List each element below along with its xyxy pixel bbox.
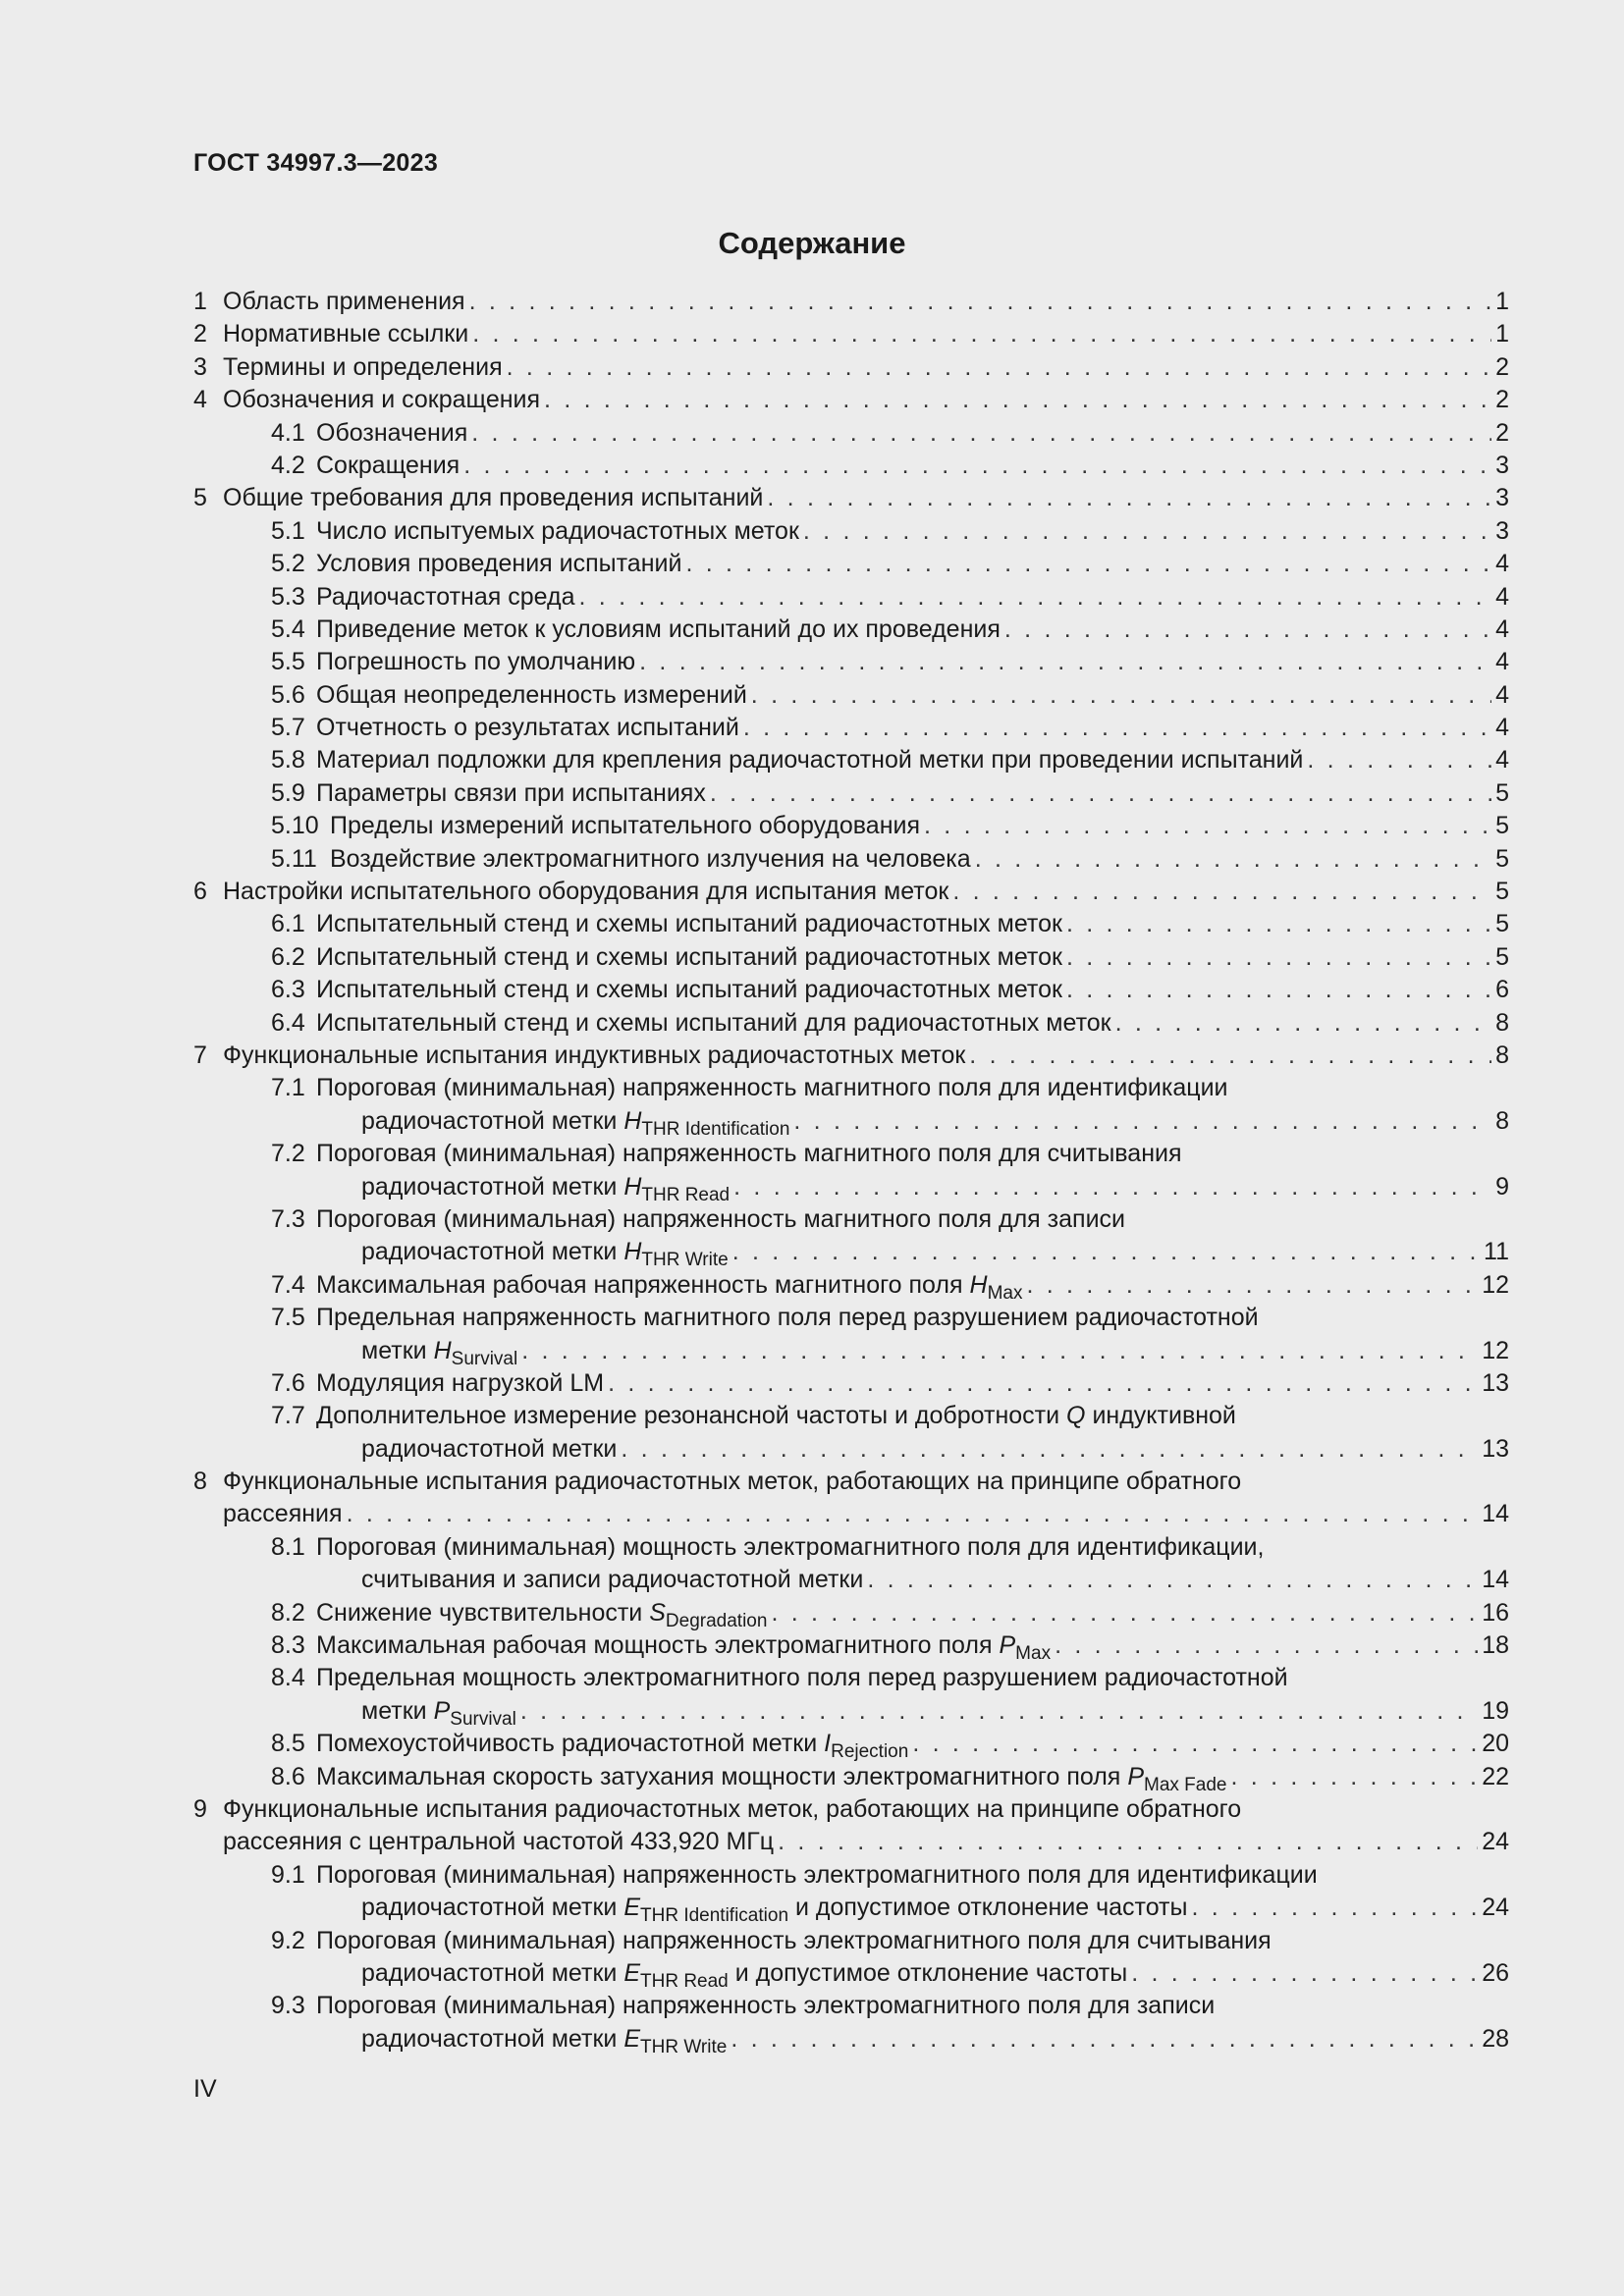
toc-entry-number: 8.1 xyxy=(271,1532,305,1561)
symbol-subscript: Degradation xyxy=(665,1610,768,1631)
toc-entry-text: Радиочастотная среда xyxy=(316,582,575,611)
symbol: Q xyxy=(1066,1402,1086,1430)
toc-entry-page: 24 xyxy=(1482,1894,1509,1922)
toc-entry-number: 5.8 xyxy=(271,746,305,774)
toc-entry-text: Нормативные ссылки xyxy=(223,320,469,348)
leader-dots xyxy=(733,1171,1491,1203)
toc-entry-page: 24 xyxy=(1482,1828,1509,1856)
toc-entry-number: 4.2 xyxy=(271,451,305,479)
toc-entry-6[interactable] xyxy=(193,876,1509,908)
symbol-subscript: THR Read xyxy=(640,1970,729,1992)
leader-dots xyxy=(507,351,1491,384)
toc-entry-number: 5.9 xyxy=(271,778,305,807)
toc-entry-number: 8 xyxy=(193,1468,207,1496)
toc-entry-text-cont: радиочастотной метки $H_{THR Read}$ xyxy=(361,1172,731,1205)
toc-entry-text: Пороговая (минимальная) напряженность электромагнитного поля для идентификации xyxy=(316,1860,1318,1889)
symbol: H xyxy=(623,1106,642,1135)
toc-entry-5-8[interactable] xyxy=(193,744,1509,776)
leader-dots xyxy=(520,1695,1478,1728)
symbol-subscript: THR Write xyxy=(640,2036,728,2057)
toc-entry-text: Снижение чувствительности $S_{Degradation}$ xyxy=(316,1598,768,1631)
toc-entry-page: 5 xyxy=(1495,878,1509,906)
toc-entry-text: Настройки испытательного оборудования для испытания меток xyxy=(223,878,949,906)
symbol-subscript: Max xyxy=(1015,1643,1052,1665)
symbol: S xyxy=(649,1598,666,1627)
toc-entry-page: 5 xyxy=(1495,844,1509,873)
toc-entry-page: 3 xyxy=(1495,451,1509,479)
symbol-subscript: THR Read xyxy=(641,1184,731,1205)
toc-entry-text: Воздействие электромагнитного излучения на человека xyxy=(330,844,971,873)
toc-entry-number: 8.6 xyxy=(271,1762,305,1790)
leader-dots xyxy=(1115,1007,1492,1040)
toc-entry-7-1[interactable] xyxy=(193,1072,1509,1138)
toc-entry-number: 6 xyxy=(193,878,207,906)
toc-entry-text: Максимальная рабочая напряженность магнитного поля $H_{Max}$ xyxy=(316,1270,1023,1304)
toc-entry-page: 18 xyxy=(1482,1631,1509,1660)
toc-entry-number: 5 xyxy=(193,484,207,512)
toc-entry-5-10[interactable] xyxy=(193,810,1509,842)
leader-dots xyxy=(767,482,1491,514)
toc-entry-4-1[interactable] xyxy=(193,417,1509,450)
toc-entry-page: 13 xyxy=(1482,1434,1509,1463)
leader-dots xyxy=(751,679,1491,712)
toc-entry-number: 8.5 xyxy=(271,1730,305,1758)
toc-entry-page: 13 xyxy=(1482,1368,1509,1397)
toc-entry-text: Функциональные испытания индуктивных радиочастотных меток xyxy=(223,1041,966,1069)
toc-entry-page: 4 xyxy=(1495,714,1509,742)
leader-dots xyxy=(1066,941,1491,974)
toc-entry-number: 7.5 xyxy=(271,1304,305,1332)
toc-entry-7-5[interactable] xyxy=(193,1302,1509,1367)
leader-dots xyxy=(731,2023,1478,2056)
toc-entry-page: 1 xyxy=(1495,288,1509,315)
toc-entry-text: Приведение меток к условиям испытаний до их проведения xyxy=(316,614,1001,643)
toc-title: Содержание xyxy=(718,226,906,260)
leader-dots xyxy=(771,1597,1478,1629)
leader-dots xyxy=(975,843,1491,876)
leader-dots xyxy=(1230,1761,1478,1793)
toc-entry-text-cont: радиочастотной метки $E_{THR Read}$ и допустимое отклонение частоты xyxy=(361,1958,1128,1992)
toc-entry-text-cont: радиочастотной метки $H_{THR Write}$ xyxy=(361,1238,729,1271)
leader-dots xyxy=(732,1236,1480,1268)
leader-dots xyxy=(924,810,1491,842)
toc-entry-9-2[interactable] xyxy=(193,1925,1509,1991)
toc-entry-2[interactable] xyxy=(193,318,1509,350)
toc-entry-number: 7 xyxy=(193,1041,207,1069)
leader-dots xyxy=(469,286,1492,318)
symbol: P xyxy=(999,1631,1016,1660)
symbol: H xyxy=(623,1172,642,1201)
toc-entry-page: 12 xyxy=(1482,1270,1509,1299)
toc-entry-9[interactable] xyxy=(193,1793,1509,1859)
leader-dots xyxy=(1055,1629,1478,1662)
toc-entry-number: 9.2 xyxy=(271,1926,305,1954)
toc-entry-text: Помехоустойчивость радиочастотной метки $I_{Rejection}$ xyxy=(316,1730,909,1763)
symbol-subscript: THR Identification xyxy=(641,1118,790,1140)
toc-entry-page: 1 xyxy=(1495,320,1509,348)
toc-entry-text: Испытательный стенд и схемы испытаний радиочастотных меток xyxy=(316,942,1062,971)
leader-dots xyxy=(952,876,1491,908)
toc-entry-number: 6.4 xyxy=(271,1008,305,1037)
toc-entry-5-6[interactable] xyxy=(193,679,1509,712)
toc-entry-text: Функциональные испытания радиочастотных меток, работающих на принципе обратного xyxy=(223,1794,1242,1823)
toc-entry-page: 9 xyxy=(1495,1172,1509,1201)
toc-entry-8-3[interactable] xyxy=(193,1629,1509,1665)
toc-entry-8-2[interactable] xyxy=(193,1597,1509,1629)
toc-entry-number: 5.7 xyxy=(271,714,305,742)
leader-dots xyxy=(1026,1269,1478,1302)
toc-entry-7-2[interactable] xyxy=(193,1138,1509,1203)
toc-entry-text-cont: радиочастотной метки xyxy=(361,1434,618,1463)
leader-dots xyxy=(793,1105,1491,1138)
leader-dots xyxy=(803,515,1491,548)
toc-entry-number: 5.3 xyxy=(271,582,305,611)
toc-entry-text: Функциональные испытания радиочастотных меток, работающих на принципе обратного xyxy=(223,1468,1242,1496)
toc-entry-7[interactable] xyxy=(193,1040,1509,1072)
toc-entry-6-4[interactable] xyxy=(193,1007,1509,1040)
toc-entry-number: 9.3 xyxy=(271,1992,305,2020)
symbol-subscript: Survival xyxy=(450,1708,516,1730)
toc-entry-page: 4 xyxy=(1495,550,1509,578)
toc-entry-8-4[interactable] xyxy=(193,1662,1509,1728)
toc-entry-text: Модуляция нагрузкой LM xyxy=(316,1368,605,1397)
toc-entry-5[interactable] xyxy=(193,482,1509,514)
toc-entry-page: 11 xyxy=(1484,1238,1509,1266)
symbol: I xyxy=(824,1730,832,1758)
toc-entry-number: 4.1 xyxy=(271,418,305,447)
toc-entry-text: Термины и определения xyxy=(223,352,503,381)
toc-entry-page: 8 xyxy=(1495,1008,1509,1037)
toc-entry-text: Пороговая (минимальная) мощность электромагнитного поля для идентификации, xyxy=(316,1532,1265,1561)
toc-entry-5-1[interactable] xyxy=(193,515,1509,548)
toc-entry-text: Максимальная рабочая мощность электромагнитного поля $P_{Max}$ xyxy=(316,1631,1052,1665)
toc-entry-text-cont: метки $H_{Survival}$ xyxy=(361,1336,518,1369)
toc-entry-page: 19 xyxy=(1482,1696,1509,1725)
leader-dots xyxy=(639,646,1491,678)
toc-entry-number: 8.3 xyxy=(271,1631,305,1660)
toc-entry-page: 8 xyxy=(1495,1041,1509,1069)
toc-entry-page: 16 xyxy=(1482,1598,1509,1627)
toc-entry-number: 5.1 xyxy=(271,516,305,545)
toc-entry-7-3[interactable] xyxy=(193,1203,1509,1269)
toc-entry-text-cont: радиочастотной метки $E_{THR Write}$ xyxy=(361,2024,728,2057)
toc-entry-text: Область применения xyxy=(223,288,465,315)
leader-dots xyxy=(912,1728,1478,1760)
toc-entry-number: 5.11 xyxy=(271,844,317,873)
toc-entry-page: 14 xyxy=(1482,1500,1509,1528)
toc-entry-4[interactable] xyxy=(193,384,1509,416)
symbol: P xyxy=(433,1696,451,1725)
toc-entry-text: Общие требования для проведения испытаний xyxy=(223,484,764,512)
leader-dots xyxy=(621,1433,1478,1466)
toc-entry-page: 3 xyxy=(1495,484,1509,512)
toc-entry-text: Предельная напряженность магнитного поля перед разрушением радиочастотной xyxy=(316,1304,1259,1332)
toc-entry-text: Условия проведения испытаний xyxy=(316,550,682,578)
toc-entry-page: 4 xyxy=(1495,614,1509,643)
toc-entry-6-3[interactable] xyxy=(193,974,1509,1006)
toc-entry-page: 4 xyxy=(1495,680,1509,709)
toc-entry-number: 7.2 xyxy=(271,1140,305,1168)
toc-entry-number: 6.2 xyxy=(271,942,305,971)
leader-dots xyxy=(867,1564,1478,1596)
document-code: ГОСТ 34997.3—2023 xyxy=(193,149,439,177)
toc-entry-text-cont: метки $P_{Survival}$ xyxy=(361,1696,516,1730)
leader-dots xyxy=(544,384,1491,416)
toc-entry-number: 5.6 xyxy=(271,680,305,709)
leader-dots xyxy=(472,318,1491,350)
toc-entry-7-7[interactable] xyxy=(193,1400,1509,1466)
leader-dots xyxy=(710,777,1491,810)
toc-entry-text: Отчетность о результатах испытаний xyxy=(316,714,739,742)
toc-entry-5-2[interactable] xyxy=(193,548,1509,580)
leader-dots xyxy=(463,450,1491,482)
toc-entry-text: Испытательный стенд и схемы испытаний радиочастотных меток xyxy=(316,910,1062,938)
toc-entry-page: 2 xyxy=(1495,352,1509,381)
leader-dots xyxy=(743,712,1491,744)
toc-entry-text: Обозначения xyxy=(316,418,468,447)
leader-dots xyxy=(778,1826,1478,1858)
toc-entry-5-9[interactable] xyxy=(193,777,1509,810)
symbol-subscript: THR Write xyxy=(641,1250,729,1271)
toc-entry-number: 6.3 xyxy=(271,976,305,1004)
symbol: E xyxy=(623,1894,640,1922)
toc-entry-5-5[interactable] xyxy=(193,646,1509,678)
toc-entry-number: 8.4 xyxy=(271,1664,305,1692)
toc-entry-number: 9 xyxy=(193,1794,207,1823)
toc-entry-number: 7.7 xyxy=(271,1402,305,1430)
symbol: H xyxy=(433,1336,452,1364)
toc-entry-text-cont: рассеяния xyxy=(223,1500,343,1528)
toc-entry-text: Испытательный стенд и схемы испытаний радиочастотных меток xyxy=(316,976,1062,1004)
leader-dots xyxy=(608,1367,1478,1400)
symbol: E xyxy=(623,1958,640,1987)
toc-entry-text: Испытательный стенд и схемы испытаний для радиочастотных меток xyxy=(316,1008,1111,1037)
toc-entry-page: 14 xyxy=(1482,1566,1509,1594)
toc-entry-number: 5.10 xyxy=(271,812,319,840)
toc-entry-page: 4 xyxy=(1495,582,1509,611)
toc-entry-text: Общая неопределенность измерений xyxy=(316,680,747,709)
toc-entry-8-6[interactable] xyxy=(193,1761,1509,1793)
toc-entry-page: 5 xyxy=(1495,910,1509,938)
toc-entry-text-cont: радиочастотной метки $E_{THR Identification}$ и допустимое отклонение частоты xyxy=(361,1894,1188,1927)
page-number: IV xyxy=(193,2075,217,2103)
toc-entry-text: Пороговая (минимальная) напряженность магнитного поля для записи xyxy=(316,1204,1125,1233)
toc-entry-5-4[interactable] xyxy=(193,614,1509,646)
toc-entry-5-3[interactable] xyxy=(193,581,1509,614)
toc-entry-text-cont: считывания и записи радиочастотной метки xyxy=(361,1566,864,1594)
toc-entry-page: 8 xyxy=(1495,1106,1509,1135)
toc-entry-7-6[interactable] xyxy=(193,1367,1509,1400)
toc-entry-number: 6.1 xyxy=(271,910,305,938)
toc-entry-text: Пороговая (минимальная) напряженность магнитного поля для идентификации xyxy=(316,1074,1228,1102)
symbol-subscript: Rejection xyxy=(831,1741,909,1763)
leader-dots xyxy=(969,1040,1491,1072)
toc-entry-9-1[interactable] xyxy=(193,1859,1509,1925)
toc-entry-text: Обозначения и сокращения xyxy=(223,386,541,414)
leader-dots xyxy=(1066,908,1491,940)
toc-entry-page: 5 xyxy=(1495,778,1509,807)
toc-entry-page: 28 xyxy=(1482,2024,1509,2053)
toc-entry-number: 7.1 xyxy=(271,1074,305,1102)
toc-entry-5-7[interactable] xyxy=(193,712,1509,744)
leader-dots xyxy=(1004,614,1491,646)
toc-entry-text: Параметры связи при испытаниях xyxy=(316,778,706,807)
toc-entry-page: 3 xyxy=(1495,516,1509,545)
toc-entry-text: Погрешность по умолчанию xyxy=(316,648,636,676)
toc-entry-page: 20 xyxy=(1482,1730,1509,1758)
toc-entry-page: 5 xyxy=(1495,812,1509,840)
symbol-subscript: Max xyxy=(987,1282,1023,1304)
symbol: E xyxy=(623,2024,640,2053)
toc-entry-6-1[interactable] xyxy=(193,908,1509,940)
symbol-subscript: Survival xyxy=(451,1348,518,1369)
symbol: H xyxy=(623,1238,642,1266)
toc-entry-number: 5.5 xyxy=(271,648,305,676)
toc-entry-number: 9.1 xyxy=(271,1860,305,1889)
toc-entry-7-4[interactable] xyxy=(193,1269,1509,1302)
toc-entry-number: 7.4 xyxy=(271,1270,305,1299)
leader-dots xyxy=(685,548,1491,580)
toc-entry-text: Пороговая (минимальная) напряженность электромагнитного поля для записи xyxy=(316,1992,1216,2020)
symbol: H xyxy=(969,1270,988,1299)
toc-entry-number: 4 xyxy=(193,386,207,414)
toc-entry-number: 8.2 xyxy=(271,1598,305,1627)
toc-entry-8[interactable] xyxy=(193,1466,1509,1531)
leader-dots xyxy=(471,417,1491,450)
toc-entry-number: 7.3 xyxy=(271,1204,305,1233)
toc-entry-page: 26 xyxy=(1482,1958,1509,1987)
toc-entry-page: 2 xyxy=(1495,418,1509,447)
toc-entry-number: 7.6 xyxy=(271,1368,305,1397)
symbol-subscript: THR Identification xyxy=(640,1905,789,1927)
toc-entry-number: 5.2 xyxy=(271,550,305,578)
toc-entry-text: Сокращения xyxy=(316,451,460,479)
toc-entry-page: 4 xyxy=(1495,746,1509,774)
toc-entry-6-2[interactable] xyxy=(193,941,1509,974)
toc-entry-1[interactable] xyxy=(193,286,1509,318)
toc-entry-page: 12 xyxy=(1482,1336,1509,1364)
toc-entry-8-5[interactable] xyxy=(193,1728,1509,1763)
symbol-subscript: Max Fade xyxy=(1144,1774,1227,1795)
toc-entry-number: 1 xyxy=(193,288,207,315)
leader-dots xyxy=(1066,974,1491,1006)
toc-entry-page: 5 xyxy=(1495,942,1509,971)
toc-entry-8-1[interactable] xyxy=(193,1531,1509,1597)
toc-entry-text: Пороговая (минимальная) напряженность электромагнитного поля для считывания xyxy=(316,1926,1272,1954)
toc-entry-text: Максимальная скорость затухания мощности электромагнитного поля $P_{Max Fade}$ xyxy=(316,1762,1227,1795)
leader-dots xyxy=(1191,1892,1478,1924)
toc-entry-text: Материал подложки для крепления радиочастотной метки при проведении испытаний xyxy=(316,746,1304,774)
toc-entry-text: Предельная мощность электромагнитного поля перед разрушением радиочастотной xyxy=(316,1664,1288,1692)
toc-entry-5-11[interactable] xyxy=(193,843,1509,876)
toc-entry-number: 3 xyxy=(193,352,207,381)
table-of-contents xyxy=(193,286,1509,2056)
leader-dots xyxy=(521,1335,1478,1367)
toc-entry-3[interactable] xyxy=(193,351,1509,384)
toc-entry-text: Дополнительное измерение резонансной частоты и добротности Q индуктивной xyxy=(316,1402,1236,1430)
symbol: P xyxy=(1127,1762,1144,1790)
toc-entry-page: 4 xyxy=(1495,648,1509,676)
toc-entry-4-2[interactable] xyxy=(193,450,1509,482)
toc-entry-number: 5.4 xyxy=(271,614,305,643)
leader-dots xyxy=(579,581,1492,614)
toc-entry-9-3[interactable] xyxy=(193,1990,1509,2056)
leader-dots xyxy=(1307,744,1491,776)
leader-dots xyxy=(347,1498,1479,1530)
toc-entry-text: Пределы измерений испытательного оборудования xyxy=(330,812,921,840)
toc-entry-text: Пороговая (минимальная) напряженность магнитного поля для считывания xyxy=(316,1140,1182,1168)
toc-entry-text-cont: радиочастотной метки $H_{THR Identification}$ xyxy=(361,1106,790,1140)
toc-entry-text-cont: рассеяния с центральной частотой 433,920 МГц xyxy=(223,1828,775,1856)
toc-entry-text: Число испытуемых радиочастотных меток xyxy=(316,516,799,545)
toc-entry-number: 2 xyxy=(193,320,207,348)
leader-dots xyxy=(1131,1957,1478,1990)
toc-entry-page: 2 xyxy=(1495,386,1509,414)
toc-entry-page: 22 xyxy=(1482,1762,1509,1790)
toc-entry-page: 6 xyxy=(1495,976,1509,1004)
